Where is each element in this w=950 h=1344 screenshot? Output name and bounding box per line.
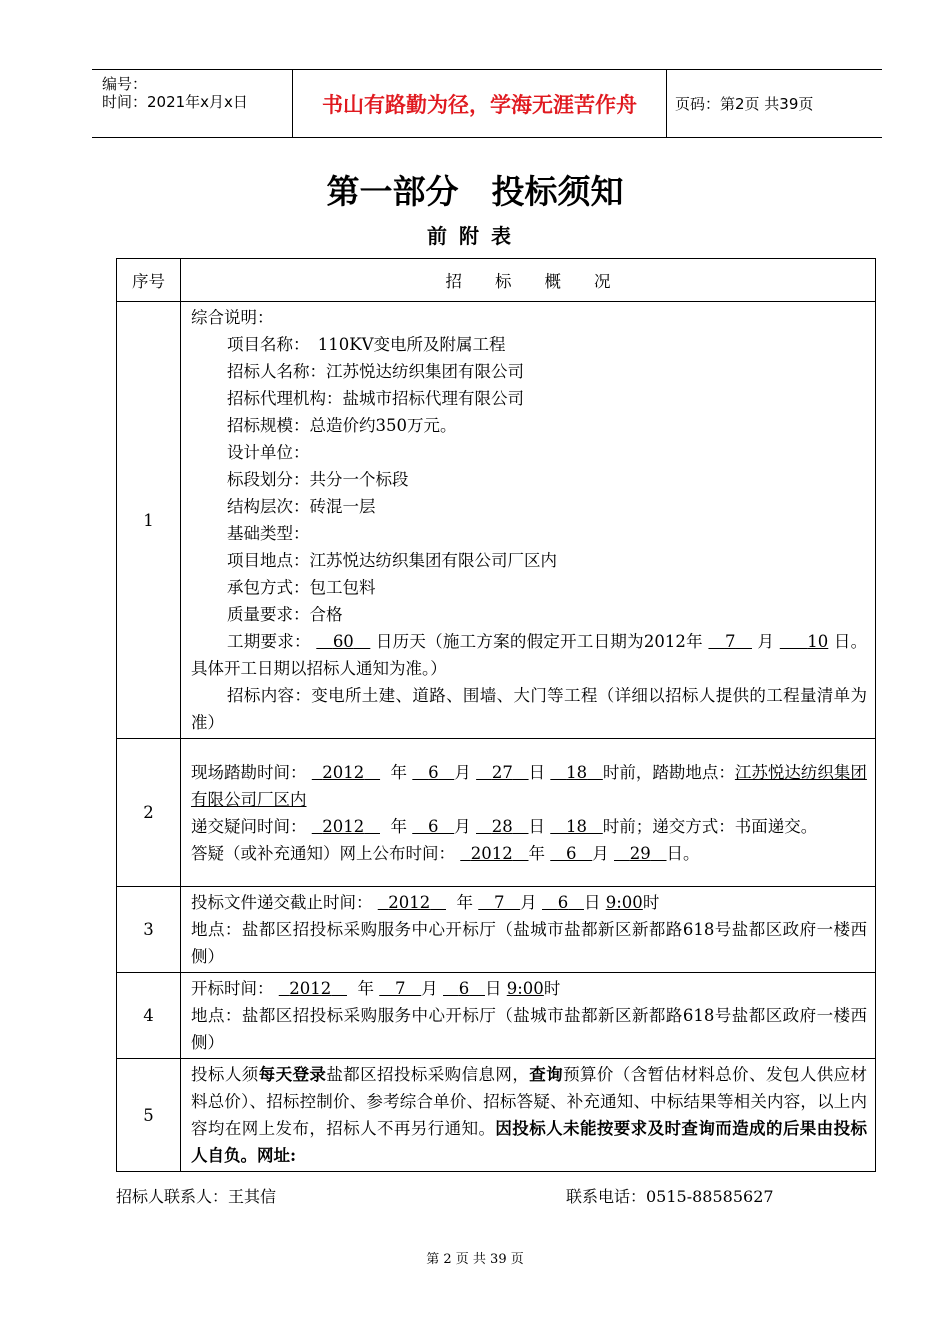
detail-line: 标段划分：共分一个标段 [227, 470, 409, 489]
a-month: 6 [566, 843, 577, 863]
row-content [181, 887, 876, 973]
visit-place: 江苏悦达纺织集团有限公司厂区内 [191, 762, 867, 809]
detail-line: 项目地点：江苏悦达纺织集团有限公司厂区内 [227, 551, 557, 570]
detail-line: 基础类型： [227, 524, 310, 543]
visit-hour: 18 [566, 762, 588, 782]
table-row [117, 973, 876, 1059]
bold-text: 查询 [529, 1065, 564, 1084]
header-page-label: 页码：第2页 共39页 [675, 95, 814, 113]
row-number: 4 [117, 973, 181, 1059]
deadline-paragraph: 投标文件递交截止时间： 2012 年 7 月 6 日 9:00时 [191, 893, 660, 912]
contact-phone: 联系电话：0515-88585627 [566, 1187, 774, 1206]
visit-paragraph: 现场踏勘时间： 2012 年 6 月 27 日 18 时前，踏勘地点：江苏悦达纺织集团有限公司厂区内 [191, 762, 867, 809]
a-year: 2012 [470, 843, 513, 863]
header-motto: 书山有路勤为径，学海无涯苦作舟 [292, 70, 667, 137]
open-month: 7 [395, 979, 406, 998]
row-content [181, 973, 876, 1059]
a-day: 29 [629, 843, 651, 863]
row-content [181, 302, 876, 739]
table-subtitle: 前附表 [427, 224, 523, 248]
deadline-time: 9:00 [605, 893, 643, 912]
detail-line: 设计单位： [227, 443, 310, 462]
deadline-day: 6 [557, 893, 569, 912]
deadline-month: 7 [494, 893, 505, 912]
page-number: 第 2 页 共 39 页 [426, 1252, 524, 1267]
period-label: 工期要求： [227, 632, 311, 651]
row-number: 2 [117, 739, 181, 887]
table-header-row [117, 259, 876, 302]
contact-person: 招标人联系人：王其信 [116, 1187, 277, 1206]
period-month: 7 [724, 632, 736, 651]
bold-text: 每天登录 [258, 1065, 327, 1084]
visit-year: 2012 [322, 762, 365, 782]
open-time: 9:00 [506, 979, 544, 998]
visit-day: 27 [491, 762, 513, 782]
table-row [117, 739, 876, 887]
detail-line: 结构层次：砖混一层 [227, 497, 376, 516]
detail-line: 招标代理机构：盐城市招标代理有限公司 [227, 389, 524, 408]
place-paragraph: 地点：盐都区招投标采购服务中心开标厅（盐城市盐都新区新都路618号盐都区政府一楼西侧） [191, 920, 867, 966]
table-row [117, 887, 876, 973]
page-title: 第一部分 投标须知 [326, 172, 624, 211]
col-header-overview: 招 标 概 况 [181, 259, 876, 302]
answer-paragraph: 答疑（或补充通知）网上公布时间： 2012 年 6 月 29 日。 [191, 843, 700, 863]
content-paragraph: 招标内容：变电所土建、道路、围墙、大门等工程（详细以招标人提供的工程量清单为准） [191, 686, 867, 732]
period-day: 10 [807, 632, 829, 651]
table-row [117, 302, 876, 739]
detail-line: 承包方式：包工包料 [227, 578, 376, 597]
code-label: 编号： [102, 75, 148, 93]
bold-text: 因投标人未能按要求及时查询而造成的后果由投标人自负。网址: [191, 1119, 868, 1165]
q-day: 28 [491, 816, 513, 836]
q-year: 2012 [322, 816, 365, 836]
intro-line: 综合说明： [191, 308, 274, 327]
row-number: 3 [117, 887, 181, 973]
detail-line: 招标规模：总造价约350万元。 [227, 416, 457, 435]
deadline-year: 2012 [388, 893, 431, 912]
period-text: 日历天（施工方案的假定开工日期为2012年 [375, 632, 703, 651]
open-year: 2012 [289, 979, 332, 998]
visit-month: 6 [428, 762, 439, 782]
open-day: 6 [458, 979, 470, 998]
time-label: 时间：2021年x月x日 [102, 93, 248, 111]
bid-table [116, 258, 876, 1172]
row-content [181, 739, 876, 887]
col-header-no: 序号 [117, 259, 181, 302]
period-days: 60 [332, 632, 354, 651]
table-row [117, 1059, 876, 1172]
q-month: 6 [428, 816, 439, 836]
period-text: 日。具体开工日期以招标人通知为准。） [191, 632, 868, 678]
header-info [92, 70, 292, 137]
row-content: 投标人须每天登录盐都区招投标采购信息网，查询预算价（含暂估材料总价、发包人供应材料总价）、招标控制价、参考综合单价、招标答疑、补充通知、中标结果等相关内容，以上内容均在网上发布，招标人不再另行通知。因投标人未能按要求及时查询而造成的后果由投标人自负。网址: [181, 1059, 876, 1172]
row-number: 5 [117, 1059, 181, 1172]
place-paragraph: 地点：盐都区招投标采购服务中心开标厅（盐城市盐都新区新都路618号盐都区政府一楼西侧） [191, 1006, 867, 1052]
detail-line: 招标人名称：江苏悦达纺织集团有限公司 [227, 362, 524, 381]
row-number: 1 [117, 302, 181, 739]
period-text: 月 [757, 632, 775, 651]
period-paragraph [191, 628, 867, 682]
q-hour: 18 [566, 816, 587, 836]
page-header [92, 69, 882, 138]
detail-line: 质量要求：合格 [227, 605, 343, 624]
question-paragraph: 递交疑问时间： 2012 年 6 月 28 日 18 时前；递交方式：书面递交。 [191, 816, 818, 836]
detail-line: 项目名称： 110KV变电所及附属工程 [227, 335, 506, 354]
open-paragraph: 开标时间： 2012 年 7 月 6 日 9:00时 [191, 979, 561, 998]
